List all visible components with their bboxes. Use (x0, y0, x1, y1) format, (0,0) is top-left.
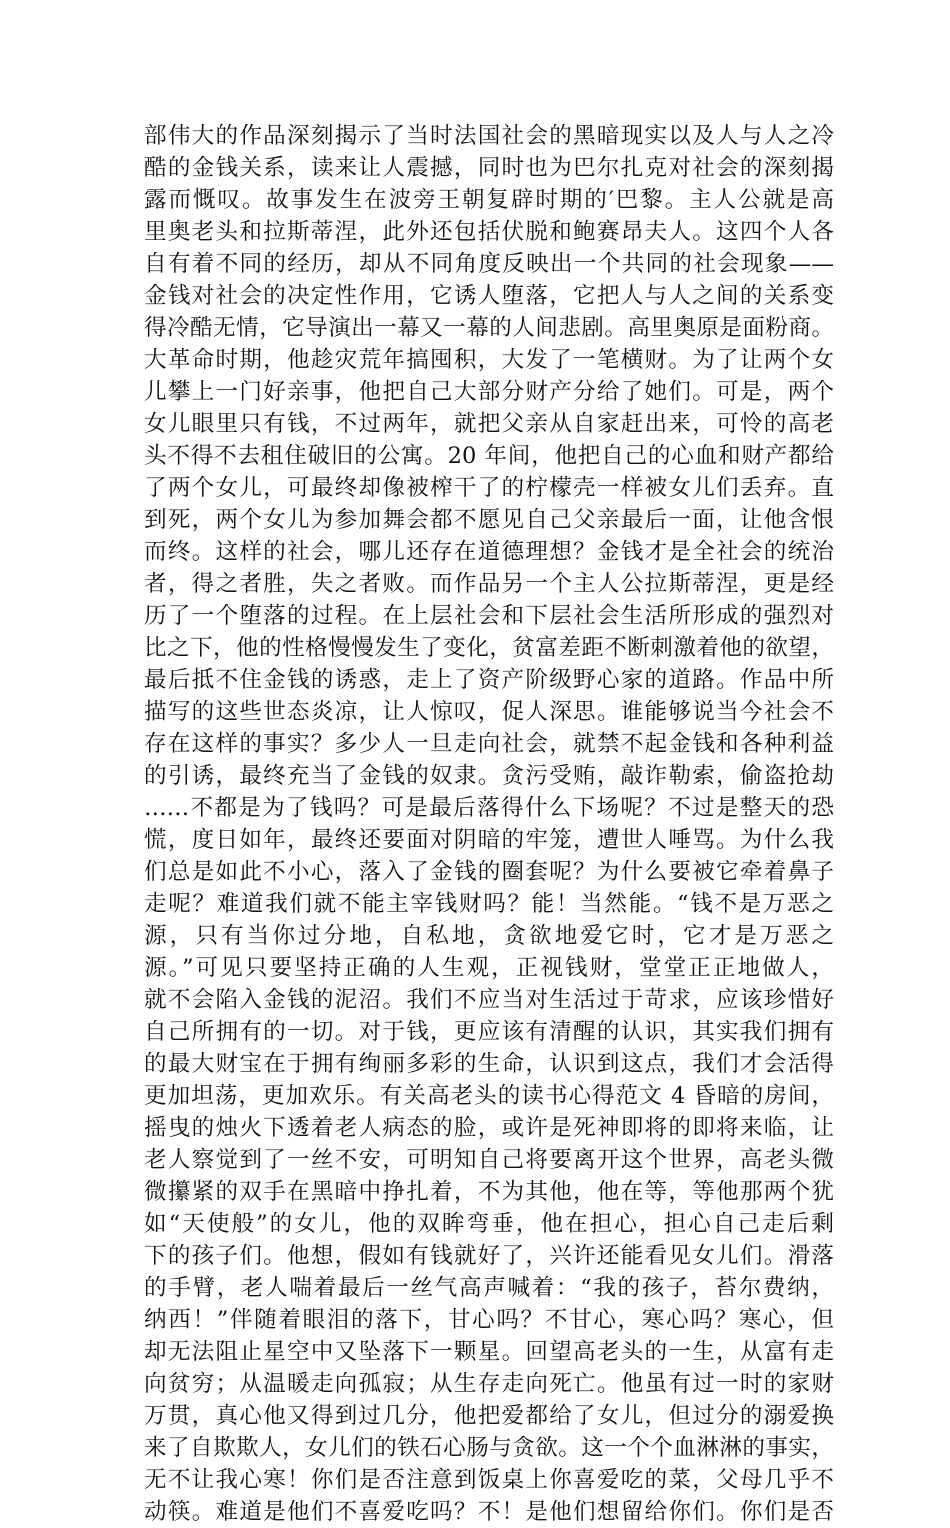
text-line: 微攥紧的双手在黑暗中挣扎着，不为其他，他在等，等他那两个犹 (144, 1179, 834, 1205)
text-line: 向贫穷；从温暖走向孤寂；从生存走向死亡。他虽有过一时的家财 (144, 1371, 834, 1397)
text-line: 比之下，他的性格慢慢发生了变化，贫富差距不断刺激着他的欲望， (144, 635, 834, 661)
text-line: 就不会陷入金钱的泥沼。我们不应当对生活过于苛求，应该珍惜好 (144, 987, 834, 1013)
text-line: 慌，度日如年，最终还要面对阴暗的牢笼，遭世人唾骂。为什么我 (144, 827, 834, 853)
text-line: 们总是如此不小心，落入了金钱的圈套呢？为什么要被它牵着鼻子 (144, 859, 834, 885)
text-line: 自己所拥有的一切。对于钱，更应该有清醒的认识，其实我们拥有 (144, 1019, 834, 1045)
text-line: 大革命时期，他趁灾荒年搞囤积，大发了一笔横财。为了让两个女 (144, 347, 834, 373)
text-line: 走呢？难道我们就不能主宰钱财吗？能！当然能。“钱不是万恶之 (144, 891, 834, 917)
text-line: 却无法阻止星空中又坠落下一颗星。回望高老头的一生，从富有走 (144, 1339, 834, 1365)
text-line: 的最大财宝在于拥有绚丽多彩的生命，认识到这点，我们才会活得 (144, 1051, 834, 1077)
text-line: 者，得之者胜，失之者败。而作品另一个主人公拉斯蒂涅，更是经 (144, 571, 834, 597)
text-line: 儿攀上一门好亲事，他把自己大部分财产分给了她们。可是，两个 (144, 379, 834, 405)
text-line: 源。”可见只要坚持正确的人生观，正视钱财，堂堂正正地做人， (144, 955, 834, 981)
text-line: 里奥老头和拉斯蒂涅，此外还包括伏脱和鲍赛昂夫人。这四个人各 (144, 219, 834, 245)
text-line: 得冷酷无情，它导演出一幕又一幕的人间悲剧。高里奥原是面粉商。 (144, 315, 834, 341)
text-line: 动筷。难道是他们不喜爱吃吗？不！是他们想留给你们。你们是否 (144, 1499, 834, 1525)
text-line: 的引诱，最终充当了金钱的奴隶。贪污受贿，敲诈勒索，偷盗抢劫 (144, 763, 834, 789)
text-line: 摇曳的烛火下透着老人病态的脸，或许是死神即将的即将来临，让 (144, 1115, 834, 1141)
text-line: 了两个女儿，可最终却像被榨干了的柠檬壳一样被女儿们丢弃。直 (144, 475, 834, 501)
body-text (144, 120, 834, 1528)
text-line: 万贯，真心他又得到过几分，他把爱都给了女儿，但过分的溺爱换 (144, 1403, 834, 1429)
text-line: 露而慨叹。故事发生在波旁王朝复辟时期的′巴黎。主人公就是高 (144, 187, 834, 213)
text-line: 到死，两个女儿为参加舞会都不愿见自己父亲最后一面，让他含恨 (144, 507, 834, 533)
text-line: 如“天使般”的女儿，他的双眸弯垂，他在担心，担心自己走后剩 (144, 1211, 834, 1237)
text-line: 历了一个堕落的过程。在上层社会和下层社会生活所形成的强烈对 (144, 603, 834, 629)
text-line: 源，只有当你过分地，自私地，贪欲地爱它时，它才是万恶之 (144, 923, 834, 949)
text-line: 来了自欺欺人，女儿们的铁石心肠与贪欲。这一个个血淋淋的事实， (144, 1435, 834, 1461)
text-line: 女儿眼里只有钱，不过两年，就把父亲从自家赶出来，可怜的高老 (144, 411, 834, 437)
text-line: 老人察觉到了一丝不安，可明知自己将要离开这个世界，高老头微 (144, 1147, 834, 1173)
text-line: 更加坦荡，更加欢乐。有关高老头的读书心得范文 4 昏暗的房间， (144, 1083, 834, 1109)
text-line: 酷的金钱关系，读来让人震撼，同时也为巴尔扎克对社会的深刻揭 (144, 155, 834, 181)
text-line: 金钱对社会的决定性作用，它诱人堕落，它把人与人之间的关系变 (144, 283, 834, 309)
text-line: 头不得不去租住破旧的公寓。20 年间，他把自己的心血和财产都给 (144, 443, 834, 469)
text-line: ……不都是为了钱吗？可是最后落得什么下场呢？不过是整天的恐 (144, 795, 834, 821)
text-line: 而终。这样的社会，哪儿还存在道德理想？金钱才是全社会的统治 (144, 539, 834, 565)
text-line: 最后抵不住金钱的诱惑，走上了资产阶级野心家的道路。作品中所 (144, 667, 834, 693)
text-line: 纳西！”伴随着眼泪的落下，甘心吗？不甘心，寒心吗？寒心，但 (144, 1307, 834, 1333)
text-line: 存在这样的事实？多少人一旦走向社会，就禁不起金钱和各种利益 (144, 731, 834, 757)
text-line: 自有着不同的经历，却从不同角度反映出一个共同的社会现象—— (144, 251, 834, 277)
text-line: 描写的这些世态炎凉，让人惊叹，促人深思。谁能够说当今社会不 (144, 699, 834, 725)
text-line: 的手臂，老人喘着最后一丝气高声喊着：“我的孩子，苔尔费纳， (144, 1275, 834, 1301)
text-line: 下的孩子们。他想，假如有钱就好了，兴许还能看见女儿们。滑落 (144, 1243, 834, 1269)
text-line: 无不让我心寒！你们是否注意到饭桌上你喜爱吃的菜，父母几乎不 (144, 1467, 834, 1493)
text-line: 部伟大的作品深刻揭示了当时法国社会的黑暗现实以及人与人之冷 (144, 123, 834, 149)
